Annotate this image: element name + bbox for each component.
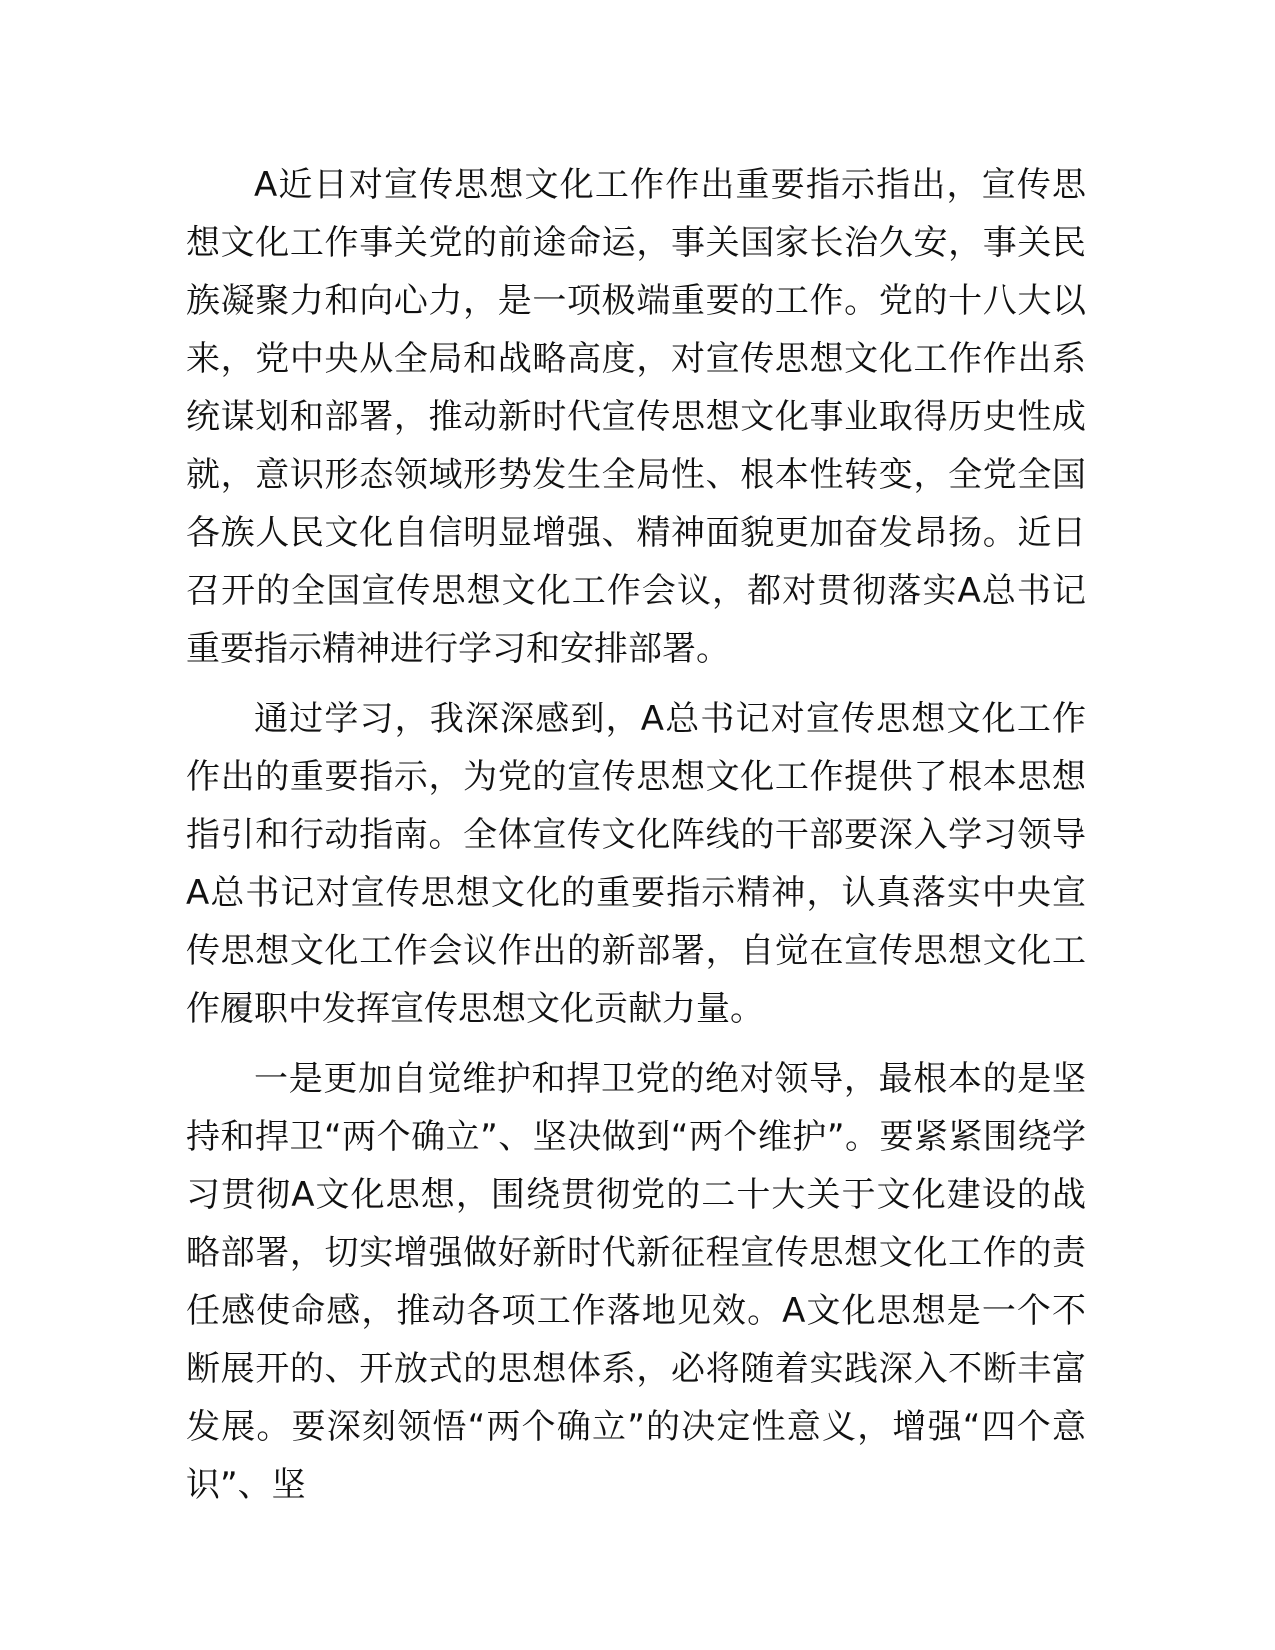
paragraph-1: A近日对宣传思想文化工作作出重要指示指出，宣传思想文化工作事关党的前途命运，事关国家长治久安，事关民族凝聚力和向心力，是一项极端重要的工作。党的十八大以来，党中央从全局和战略高度，对宣传思想文化工作作出系统谋划和部署，推动新时代宣传思想文化事业取得历史性成就，意识形态领域形势发生全局性、根本性转变，全党全国各族人民文化自信明显增强、精神面貌更加奋发昂扬。近日召开的全国宣传思想文化工作会议，都对贯彻落实A总书记重要指示精神进行学习和安排部署。 [186, 165, 1086, 669]
paragraph-3: 一是更加自觉维护和捍卫党的绝对领导，最根本的是坚持和捍卫“两个确立”、坚决做到“两个维护”。要紧紧围绕学习贯彻A文化思想，围绕贯彻党的二十大关于文化建设的战略部署，切实增强做好新时代新征程宣传思想文化工作的责任感使命感，推动各项工作落地见效。A文化思想是一个不断展开的、开放式的思想体系，必将随着实践深入不断丰富发展。要深刻领悟“两个确立”的决定性意义，增强“四个意识”、坚 [186, 1059, 1086, 1505]
paragraph-2: 通过学习，我深深感到，A总书记对宣传思想文化工作作出的重要指示，为党的宣传思想文化工作提供了根本思想指引和行动指南。全体宣传文化阵线的干部要深入学习领导A总书记对宣传思想文化的重要指示精神，认真落实中央宣传思想文化工作会议作出的新部署，自觉在宣传思想文化工作履职中发挥宣传思想文化贡献力量。 [186, 699, 1086, 1029]
document-body [186, 156, 1086, 1526]
